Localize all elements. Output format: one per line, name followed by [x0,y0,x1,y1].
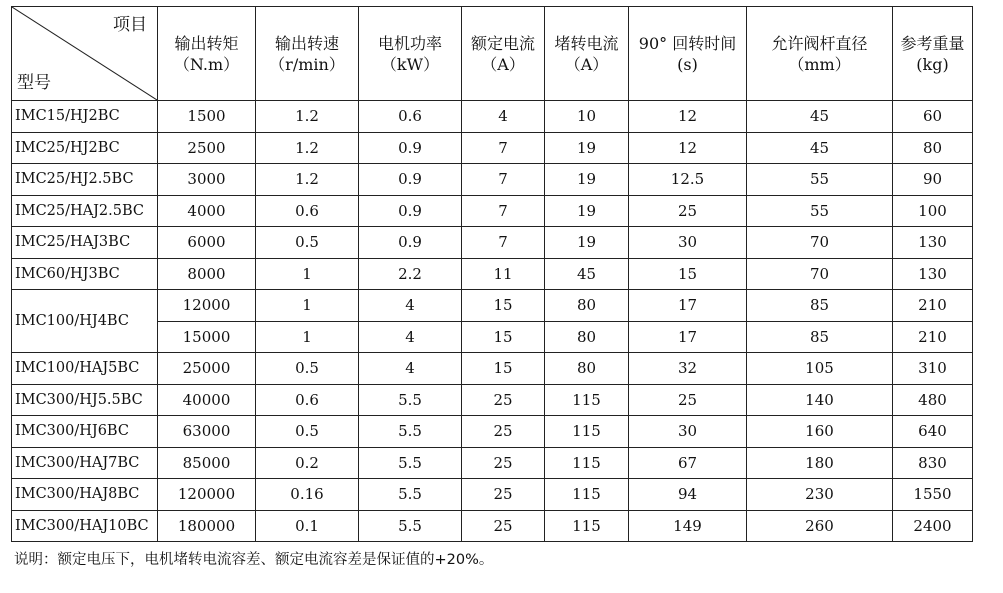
table-cell: 0.16 [256,479,359,511]
table-cell: 5.5 [359,510,462,542]
header-row [12,7,973,101]
table-cell: 2400 [893,510,973,542]
table-cell: 830 [893,447,973,479]
model-cell: IMC100/HJ4BC [12,290,158,353]
table-cell: 640 [893,416,973,448]
table-cell: 115 [545,447,629,479]
table-cell: 90 [893,164,973,196]
table-cell: 230 [747,479,893,511]
table-cell: 85 [747,290,893,322]
table-cell: 5.5 [359,479,462,511]
table-cell: 45 [747,101,893,133]
model-cell: IMC300/HJ6BC [12,416,158,448]
column-header [359,7,462,101]
column-header [462,7,545,101]
table-row [12,101,973,133]
table-cell: 3000 [158,164,256,196]
table-cell: 260 [747,510,893,542]
table-row [12,416,973,448]
table-cell: 25 [462,510,545,542]
table-cell: 0.1 [256,510,359,542]
column-unit: （A） [564,54,609,74]
table-cell: 180 [747,447,893,479]
table-row [12,479,973,511]
table-cell: 7 [462,132,545,164]
table-cell: 94 [629,479,747,511]
table-cell: 60 [893,101,973,133]
table-cell: 12000 [158,290,256,322]
column-name: 堵转电流 [554,33,619,53]
column-name: 输出转矩 [174,33,239,53]
table-cell: 1 [256,290,359,322]
table-cell: 70 [747,258,893,290]
column-header [893,7,973,101]
table-row [12,510,973,542]
table-cell: 0.9 [359,227,462,259]
table-row [12,384,973,416]
table-cell: 80 [545,290,629,322]
table-cell: 115 [545,416,629,448]
table-cell: 10 [545,101,629,133]
column-header [158,7,256,101]
column-name: 额定电流 [470,33,535,53]
column-name: 输出转速 [274,33,339,53]
table-cell: 80 [545,321,629,353]
table-cell: 310 [893,353,973,385]
table-cell: 17 [629,290,747,322]
table-cell: 8000 [158,258,256,290]
table-cell: 11 [462,258,545,290]
column-unit: (kg) [916,54,949,74]
column-unit: （N.m） [173,54,240,74]
table-cell: 1500 [158,101,256,133]
table-cell: 40000 [158,384,256,416]
table-cell: 67 [629,447,747,479]
column-unit: (s) [677,54,698,74]
table-cell: 15 [629,258,747,290]
table-cell: 0.5 [256,416,359,448]
column-name: 允许阀杆直径 [771,33,868,53]
table-row [12,447,973,479]
table-cell: 12 [629,132,747,164]
table-cell: 4000 [158,195,256,227]
table-cell: 6000 [158,227,256,259]
table-cell: 4 [359,290,462,322]
table-cell: 1 [256,321,359,353]
table-cell: 45 [747,132,893,164]
table-cell: 210 [893,290,973,322]
table-cell: 180000 [158,510,256,542]
table-cell: 25000 [158,353,256,385]
column-header [629,7,747,101]
table-cell: 15000 [158,321,256,353]
model-cell: IMC300/HAJ10BC [12,510,158,542]
column-header [747,7,893,101]
model-cell: IMC25/HAJ2.5BC [12,195,158,227]
table-cell: 25 [462,447,545,479]
table-cell: 5.5 [359,416,462,448]
table-cell: 2.2 [359,258,462,290]
column-unit: （mm） [788,54,851,74]
model-cell: IMC25/HAJ3BC [12,227,158,259]
table-cell: 17 [629,321,747,353]
column-header [545,7,629,101]
table-row [12,164,973,196]
table-row [12,132,973,164]
table-cell: 1.2 [256,164,359,196]
table-cell: 19 [545,195,629,227]
corner-label-model: 型号 [17,73,51,93]
table-cell: 0.2 [256,447,359,479]
table-cell: 12 [629,101,747,133]
table-cell: 7 [462,227,545,259]
spec-table [11,6,973,542]
table-cell: 7 [462,164,545,196]
model-cell: IMC15/HJ2BC [12,101,158,133]
column-name: 电机功率 [377,33,442,53]
table-cell: 4 [462,101,545,133]
table-cell: 45 [545,258,629,290]
table-cell: 80 [893,132,973,164]
corner-label-item: 项目 [113,15,147,35]
table-cell: 480 [893,384,973,416]
column-unit: （A） [481,54,525,74]
model-cell: IMC300/HJ5.5BC [12,384,158,416]
table-cell: 25 [462,416,545,448]
column-header [256,7,359,101]
table-row [12,290,973,322]
table-cell: 19 [545,132,629,164]
column-unit: （r/min） [269,54,345,74]
header-corner-cell [12,7,158,101]
table-cell: 5.5 [359,447,462,479]
model-cell: IMC100/HAJ5BC [12,353,158,385]
table-cell: 63000 [158,416,256,448]
model-cell: IMC300/HAJ8BC [12,479,158,511]
table-cell: 25 [629,384,747,416]
model-cell: IMC25/HJ2.5BC [12,164,158,196]
model-cell: IMC300/HAJ7BC [12,447,158,479]
table-cell: 30 [629,416,747,448]
table-cell: 30 [629,227,747,259]
table-cell: 2500 [158,132,256,164]
table-cell: 85000 [158,447,256,479]
table-cell: 0.6 [256,195,359,227]
table-cell: 5.5 [359,384,462,416]
table-cell: 149 [629,510,747,542]
table-cell: 1.2 [256,132,359,164]
table-cell: 105 [747,353,893,385]
table-cell: 1 [256,258,359,290]
table-cell: 55 [747,195,893,227]
table-cell: 15 [462,353,545,385]
table-cell: 100 [893,195,973,227]
table-cell: 25 [462,479,545,511]
table-cell: 15 [462,321,545,353]
table-cell: 130 [893,227,973,259]
table-cell: 70 [747,227,893,259]
table-cell: 25 [462,384,545,416]
table-cell: 1550 [893,479,973,511]
table-cell: 0.5 [256,227,359,259]
table-row [12,227,973,259]
column-name: 90° 回转时间 [638,33,737,53]
footnote: 说明：额定电压下，电机堵转电流容差、额定电流容差是保证值的+20%。 [14,552,494,568]
table-cell: 85 [747,321,893,353]
table-cell: 115 [545,479,629,511]
table-cell: 210 [893,321,973,353]
table-cell: 55 [747,164,893,196]
table-cell: 0.5 [256,353,359,385]
table-cell: 0.9 [359,164,462,196]
table-cell: 140 [747,384,893,416]
table-cell: 0.6 [359,101,462,133]
table-cell: 115 [545,510,629,542]
table-cell: 120000 [158,479,256,511]
table-row [12,195,973,227]
model-cell: IMC25/HJ2BC [12,132,158,164]
table-cell: 19 [545,227,629,259]
table-cell: 130 [893,258,973,290]
table-cell: 0.9 [359,195,462,227]
table-cell: 7 [462,195,545,227]
table-cell: 12.5 [629,164,747,196]
table-cell: 25 [629,195,747,227]
table-cell: 0.6 [256,384,359,416]
table-cell: 80 [545,353,629,385]
table-cell: 0.9 [359,132,462,164]
table-row [12,353,973,385]
table-cell: 32 [629,353,747,385]
table-cell: 19 [545,164,629,196]
table-cell: 4 [359,353,462,385]
table-cell: 15 [462,290,545,322]
table-row [12,258,973,290]
table-cell: 1.2 [256,101,359,133]
table-cell: 115 [545,384,629,416]
table-cell: 160 [747,416,893,448]
model-cell: IMC60/HJ3BC [12,258,158,290]
column-name: 参考重量 [900,33,965,53]
column-unit: （kW） [380,54,440,74]
table-cell: 4 [359,321,462,353]
